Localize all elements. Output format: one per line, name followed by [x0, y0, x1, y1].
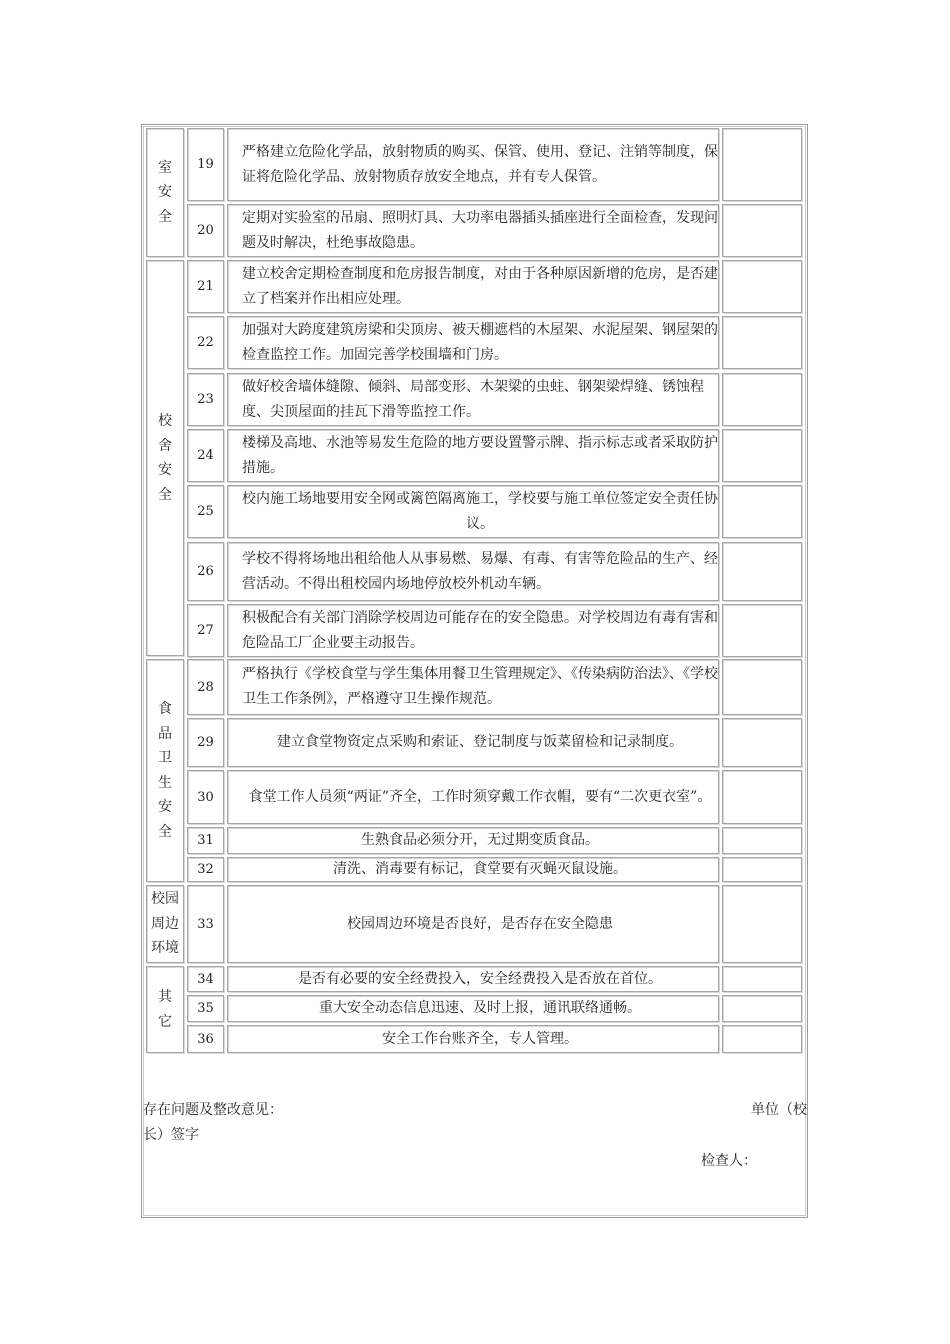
- row-result-cell[interactable]: [722, 827, 802, 854]
- row-requirement-text: [227, 485, 719, 538]
- category-other: [146, 966, 184, 1053]
- row-requirement-text: [227, 204, 719, 257]
- requirement-text: 积极配合有关部门消除学校周边可能存在的安全隐患。对学校周边有毒有害和危险品工厂企业要主动报告。: [242, 609, 718, 651]
- row-number: 25: [187, 485, 224, 538]
- requirement-text: 校园周边环境是否良好，是否存在安全隐患: [347, 915, 613, 932]
- row-requirement-text: [227, 429, 719, 482]
- row-requirement-text: [227, 542, 719, 601]
- row-result-cell[interactable]: [722, 770, 802, 824]
- category-campus-environment: [146, 885, 184, 963]
- row-requirement-text: [227, 128, 719, 201]
- row-number: 30: [187, 770, 224, 824]
- category-food-hygiene-safety: [146, 659, 184, 882]
- row-requirement-text: [227, 995, 719, 1022]
- category-lab-safety: [146, 128, 184, 257]
- row-number: 19: [187, 128, 224, 201]
- row-requirement-text: [227, 1025, 719, 1053]
- row-number: 34: [187, 966, 224, 992]
- requirement-text: 建立食堂物资定点采购和索证、登记制度与饭菜留检和记录制度。: [277, 734, 683, 750]
- category-label: 其 它: [158, 989, 172, 1030]
- requirement-text: 重大安全动态信息迅速、及时上报，通讯联络通畅。: [319, 1000, 641, 1016]
- row-result-cell[interactable]: [722, 429, 802, 482]
- row-requirement-text: [227, 827, 719, 854]
- row-requirement-text: [227, 718, 719, 767]
- requirement-text: 校内施工场地要用安全网或篱笆隔离施工，学校要与施工单位签定安全责任协议。: [242, 490, 718, 532]
- category-label: 室 安 全: [158, 159, 172, 225]
- requirement-text: 楼梯及高地、水池等易发生危险的地方要设置警示牌、指示标志或者采取防护措施。: [242, 434, 718, 476]
- row-requirement-text: [227, 373, 719, 426]
- unit-signature-label-line1: 单位（校: [751, 1102, 807, 1118]
- requirement-text: 做好校舍墙体缝隙、倾斜、局部变形、木架梁的虫蛀、钢架梁焊缝、锈蚀程度、尖顶屋面的挂瓦下滑等监控工作。: [242, 378, 704, 420]
- row-number: 20: [187, 204, 224, 257]
- category-label: 校园 周边 环境: [151, 891, 179, 957]
- row-requirement-text: [227, 857, 719, 882]
- row-result-cell[interactable]: [722, 718, 802, 767]
- row-result-cell[interactable]: [722, 995, 802, 1022]
- row-requirement-text: [227, 659, 719, 715]
- requirement-text: 清洗、消毒要有标记，食堂要有灭蝇灭鼠设施。: [333, 861, 627, 877]
- row-requirement-text: [227, 604, 719, 657]
- inspector-label: 检查人：: [701, 1153, 757, 1169]
- row-requirement-text: [227, 966, 719, 992]
- row-result-cell[interactable]: [722, 485, 802, 538]
- row-number: 31: [187, 827, 224, 854]
- row-result-cell[interactable]: [722, 373, 802, 426]
- row-number: 21: [187, 260, 224, 313]
- requirement-text: 食堂工作人员须“两证”齐全，工作时须穿戴工作衣帽，要有“二次更衣室”。: [248, 788, 712, 805]
- row-result-cell[interactable]: [722, 604, 802, 657]
- issues-label: 存在问题及整改意见：: [143, 1102, 283, 1118]
- category-label: 食 品 卫 生 安 全: [158, 701, 172, 840]
- row-number: 33: [187, 885, 224, 963]
- row-number: 36: [187, 1025, 224, 1053]
- row-number: 32: [187, 857, 224, 882]
- row-result-cell[interactable]: [722, 542, 802, 601]
- row-result-cell[interactable]: [722, 659, 802, 715]
- row-number: 29: [187, 718, 224, 767]
- row-result-cell[interactable]: [722, 128, 802, 201]
- unit-signature-label-line2: 长）签字: [143, 1127, 199, 1143]
- row-number: 24: [187, 429, 224, 482]
- requirement-text: 是否有必要的安全经费投入，安全经费投入是否放在首位。: [298, 970, 662, 987]
- requirement-text: 安全工作台账齐全，专人管理。: [382, 1030, 578, 1047]
- requirement-text: 加强对大跨度建筑房梁和尖顶房、被天棚遮档的木屋架、水泥屋架、钢屋架的检查监控工作。加固完善学校围墙和门房。: [242, 321, 718, 363]
- row-number: 26: [187, 542, 224, 601]
- row-number: 23: [187, 373, 224, 426]
- category-label: 校 舍 安 全: [158, 413, 172, 503]
- row-result-cell[interactable]: [722, 316, 802, 369]
- row-number: 35: [187, 995, 224, 1022]
- row-result-cell[interactable]: [722, 204, 802, 257]
- row-number: 22: [187, 316, 224, 369]
- row-result-cell[interactable]: [722, 885, 802, 963]
- row-result-cell[interactable]: [722, 857, 802, 882]
- row-result-cell[interactable]: [722, 966, 802, 992]
- row-requirement-text: [227, 770, 719, 824]
- row-result-cell[interactable]: [722, 1025, 802, 1053]
- requirement-text: 严格执行《学校食堂与学生集体用餐卫生管理规定》、《传染病防治法》、《学校卫生工作条例》，严格遵守卫生操作规范。: [242, 666, 718, 707]
- category-school-building-safety: [146, 260, 184, 656]
- requirement-text: 建立校舍定期检查制度和危房报告制度，对由于各种原因新增的危房，是否建立了档案并作出相应处理。: [242, 265, 718, 307]
- row-number: 28: [187, 659, 224, 715]
- row-requirement-text: [227, 316, 719, 369]
- row-requirement-text: [227, 260, 719, 313]
- requirement-text: 定期对实验室的吊扇、照明灯具、大功率电器插头插座进行全面检查，发现问题及时解决，杜绝事故隐患。: [242, 209, 718, 251]
- requirement-text: 生熟食品必须分开，无过期变质食品。: [361, 832, 599, 848]
- row-number: 27: [187, 604, 224, 657]
- requirement-text: 严格建立危险化学品，放射物质的购买、保管、使用、登记、注销等制度，保证将危险化学品、放射物质存放安全地点，并有专人保管。: [242, 143, 718, 185]
- requirement-text: 学校不得将场地出租给他人从事易燃、易爆、有毒、有害等危险品的生产、经营活动。不得出租校园内场地停放校外机动车辆。: [242, 550, 718, 592]
- row-result-cell[interactable]: [722, 260, 802, 313]
- row-requirement-text: [227, 885, 719, 963]
